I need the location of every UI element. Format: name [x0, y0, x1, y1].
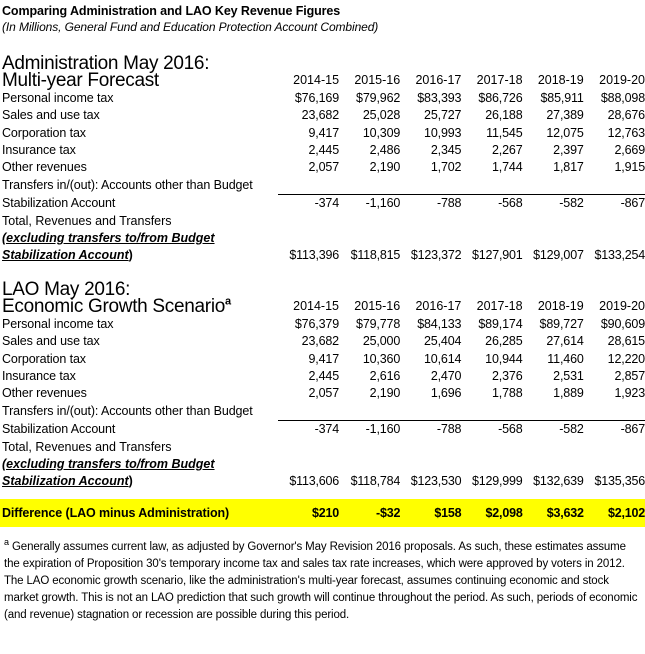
lao-row-1-value-5: 28,615 [607, 334, 645, 349]
lao-row-1-value-4: 27,614 [546, 334, 584, 349]
admin-row-0-value-4: $85,911 [540, 90, 584, 105]
admin-total-row-line3 [2, 247, 645, 264]
admin-row-4-value-1: 2,190 [369, 160, 401, 175]
admin-total-row-line2 [2, 230, 645, 247]
admin-row-2-value-4: 12,075 [546, 125, 584, 140]
lao-row-1-value-2: 25,404 [424, 334, 462, 349]
lao-year-header-2: 2016-17 [415, 299, 462, 314]
lao-row-1-label: Sales and use tax [2, 334, 100, 349]
lao-heading-footnote-marker: a [225, 295, 231, 308]
admin-row-1-value-3: 26,188 [485, 108, 523, 123]
lao-total-label-line3-close: ) [128, 474, 133, 489]
lao-row-1-value-0: 23,682 [301, 334, 339, 349]
lao-transfers-value-4: -582 [523, 421, 584, 439]
admin-row-2-value-3: 11,545 [486, 125, 523, 140]
administration-heading-line2: Multi-year Forecast [2, 70, 159, 92]
lao-row-4-value-5: 1,923 [614, 386, 645, 401]
lao-row-2-value-5: 12,220 [607, 351, 645, 366]
footnote-marker: a [4, 536, 9, 547]
table-row [2, 159, 645, 176]
page-title: Comparing Administration and LAO Key Revenue Figures [2, 4, 341, 18]
admin-total-value-3: $127,901 [471, 248, 523, 263]
admin-row-0-value-2: $83,393 [417, 90, 462, 105]
admin-total-value-0: $113,396 [289, 248, 340, 263]
lao-row-3-value-3: 2,376 [491, 368, 523, 383]
admin-row-2-value-1: 10,309 [362, 125, 401, 140]
lao-year-header-3: 2017-18 [476, 299, 523, 314]
admin-transfers-label-line1: Transfers in/(out): Accounts other than Budget [2, 177, 253, 192]
lao-table [2, 278, 645, 491]
lao-total-value-2: $123,530 [410, 474, 462, 489]
admin-transfers-value-0: -374 [278, 195, 339, 213]
table-row [2, 107, 645, 124]
admin-row-3-value-0: 2,445 [308, 143, 340, 158]
lao-row-0-value-1: $79,778 [356, 316, 401, 331]
lao-total-value-5: $135,356 [594, 474, 645, 489]
table-row [2, 90, 645, 107]
lao-total-label-line2: (excluding transfers to/from Budget [2, 456, 215, 471]
admin-total-label-line1: Total, Revenues and Transfers [2, 213, 172, 228]
administration-heading-line1: Administration May 2016: [2, 53, 210, 74]
admin-row-3-value-2: 2,345 [430, 143, 462, 158]
lao-row-1-value-1: 25,000 [362, 334, 401, 349]
admin-row-3-value-4: 2,397 [553, 143, 584, 158]
lao-transfers-row-line1 [2, 403, 645, 421]
admin-row-2-label: Corporation tax [2, 125, 86, 140]
difference-highlight-band [0, 499, 645, 527]
table-row [2, 385, 645, 402]
footnote-text: Generally assumes current law, as adjusted by Governor's May Revision 2016 proposals. As such, these estimates assume the expiration of Proposition 30's temporary income tax and sales tax rate increases, which were approved by voters in 2012. The LAO economic growth scenario, like the administration's multi-year forecast, assumes continuing economic and stock market growth. This is not an LAO prediction that such growth will continue throughout the period. As such, periods of economic (and revenue) stagnation or recession are possible during this period. [4, 540, 638, 621]
admin-row-4-value-4: 1,817 [553, 160, 584, 175]
page-subtitle: (In Millions, General Fund and Education Protection Account Combined) [2, 20, 379, 34]
table-row [2, 351, 645, 368]
lao-heading-row-2 [2, 298, 645, 315]
admin-row-4-value-5: 1,915 [614, 160, 645, 175]
admin-total-value-1: $118,815 [350, 248, 401, 263]
lao-row-0-value-3: $89,174 [478, 316, 523, 331]
difference-value-0: $210 [312, 505, 340, 520]
lao-row-2-value-0: 9,417 [308, 351, 339, 366]
lao-row-0-value-0: $76,379 [294, 316, 339, 331]
table-row [2, 125, 645, 142]
admin-row-0-label: Personal income tax [2, 90, 114, 105]
lao-row-2-value-3: 10,944 [485, 351, 523, 366]
admin-year-header-0: 2014-15 [293, 73, 340, 88]
lao-transfers-value-3: -568 [461, 421, 522, 439]
admin-row-1-label: Sales and use tax [2, 108, 100, 123]
spacer-before-difference [2, 491, 645, 499]
admin-row-3-value-3: 2,267 [492, 143, 523, 158]
admin-row-2-value-2: 10,993 [424, 125, 462, 140]
admin-total-value-4: $129,007 [533, 248, 584, 263]
admin-total-label-line3-close: ) [128, 248, 133, 263]
lao-row-2-value-2: 10,614 [424, 351, 462, 366]
lao-total-label-line3: Stabilization Account [2, 474, 129, 489]
admin-year-header-1: 2015-16 [354, 73, 401, 88]
admin-transfers-value-1: -1,160 [339, 195, 400, 213]
admin-transfers-label-line2: Stabilization Account [2, 196, 116, 211]
admin-row-1-value-2: 25,727 [424, 108, 462, 123]
lao-row-0-value-5: $90,609 [600, 316, 645, 331]
admin-year-header-3: 2017-18 [476, 73, 523, 88]
difference-value-5: $2,102 [607, 505, 645, 520]
admin-row-3-value-1: 2,486 [369, 143, 401, 158]
administration-heading-row-2 [2, 72, 645, 89]
lao-row-0-label: Personal income tax [2, 316, 114, 331]
lao-total-label-line1: Total, Revenues and Transfers [2, 439, 172, 454]
lao-heading-line2: Economic Growth Scenario [2, 296, 226, 318]
lao-row-4-value-3: 1,788 [491, 386, 523, 401]
lao-row-4-label: Other revenues [2, 386, 87, 401]
lao-transfers-value-1: -1,160 [339, 421, 400, 439]
spacer-after-title [2, 35, 645, 55]
difference-value-3: $2,098 [485, 505, 523, 520]
lao-row-2-value-1: 10,360 [362, 351, 401, 366]
lao-row-4-value-4: 1,889 [553, 386, 584, 401]
lao-transfers-value-0: -374 [278, 421, 339, 439]
lao-transfers-label-line2: Stabilization Account [2, 422, 116, 437]
lao-row-2-value-4: 11,460 [547, 351, 584, 366]
lao-total-value-3: $129,999 [471, 474, 523, 489]
admin-transfers-row-line2 [2, 195, 645, 213]
admin-row-4-value-2: 1,702 [430, 160, 462, 175]
difference-value-1: -$32 [376, 505, 401, 520]
lao-transfers-value-5: -867 [584, 421, 645, 439]
admin-year-header-4: 2018-19 [537, 73, 584, 88]
lao-row-3-value-4: 2,531 [553, 368, 584, 383]
admin-transfers-value-2: -788 [400, 195, 461, 213]
lao-transfers-label-line1: Transfers in/(out): Accounts other than Budget [2, 403, 253, 418]
admin-total-value-5: $133,254 [594, 248, 645, 263]
lao-row-2-label: Corporation tax [2, 351, 86, 366]
admin-row-0-value-5: $88,098 [600, 90, 645, 105]
spacer-before-footnote [2, 527, 645, 539]
admin-transfers-value-5: -867 [584, 195, 645, 213]
lao-row-4-value-1: 2,190 [369, 386, 401, 401]
footnote [2, 536, 645, 624]
lao-total-row-line1 [2, 439, 645, 456]
admin-row-4-label: Other revenues [2, 160, 87, 175]
lao-transfers-row-line2 [2, 421, 645, 439]
admin-row-1-value-0: 23,682 [301, 108, 340, 123]
admin-row-0-value-0: $76,169 [294, 90, 340, 105]
admin-row-1-value-4: 27,389 [546, 108, 584, 123]
admin-total-value-2: $123,372 [410, 248, 462, 263]
admin-row-3-label: Insurance tax [2, 143, 76, 158]
difference-value-2: $158 [434, 505, 462, 520]
lao-row-3-value-1: 2,616 [369, 368, 401, 383]
admin-total-label-line3: Stabilization Account [2, 248, 129, 263]
lao-total-value-1: $118,784 [350, 474, 401, 489]
lao-heading-line1: LAO May 2016: [2, 278, 131, 300]
lao-row-3-value-0: 2,445 [308, 368, 339, 383]
lao-row-0-value-4: $89,727 [539, 316, 584, 331]
admin-row-4-value-3: 1,744 [492, 160, 523, 175]
table-row [2, 333, 645, 350]
lao-row-1-value-3: 26,285 [485, 334, 523, 349]
lao-year-header-4: 2018-19 [537, 299, 584, 314]
admin-transfers-value-3: -568 [461, 195, 522, 213]
admin-row-2-value-0: 9,417 [308, 125, 340, 140]
table-row [2, 368, 645, 385]
admin-year-header-5: 2019-20 [599, 73, 645, 88]
administration-table [2, 55, 645, 265]
lao-row-4-value-0: 2,057 [308, 386, 339, 401]
admin-row-1-value-5: 28,676 [607, 108, 645, 123]
lao-total-row-line3 [2, 473, 645, 490]
lao-year-header-5: 2019-20 [599, 299, 645, 314]
admin-total-row-line1 [2, 213, 645, 230]
lao-total-value-4: $132,639 [533, 474, 584, 489]
admin-row-0-value-3: $86,726 [478, 90, 523, 105]
difference-label: Difference (LAO minus Administration) [2, 505, 230, 520]
admin-row-1-value-1: 25,028 [362, 108, 401, 123]
admin-row-4-value-0: 2,057 [308, 160, 340, 175]
difference-row [2, 499, 645, 527]
lao-row-3-value-5: 2,857 [614, 368, 645, 383]
difference-value-4: $3,632 [546, 505, 584, 520]
lao-total-value-0: $113,606 [289, 474, 339, 489]
admin-transfers-row-line1 [2, 177, 645, 195]
admin-row-0-value-1: $79,962 [356, 90, 401, 105]
lao-row-3-label: Insurance tax [2, 368, 76, 383]
lao-row-3-value-2: 2,470 [430, 368, 462, 383]
table-row [2, 316, 645, 333]
admin-row-3-value-5: 2,669 [614, 143, 645, 158]
admin-total-label-line2: (excluding transfers to/from Budget [2, 231, 215, 246]
lao-row-0-value-2: $84,133 [417, 316, 462, 331]
lao-year-header-0: 2014-15 [293, 299, 339, 314]
lao-year-header-1: 2015-16 [354, 299, 401, 314]
lao-total-row-line2 [2, 456, 645, 473]
lao-transfers-value-2: -788 [400, 421, 461, 439]
lao-row-4-value-2: 1,696 [430, 386, 462, 401]
admin-transfers-value-4: -582 [523, 195, 584, 213]
admin-row-2-value-5: 12,763 [607, 125, 645, 140]
difference-table [2, 499, 645, 527]
admin-year-header-2: 2016-17 [415, 73, 462, 88]
table-row [2, 142, 645, 159]
